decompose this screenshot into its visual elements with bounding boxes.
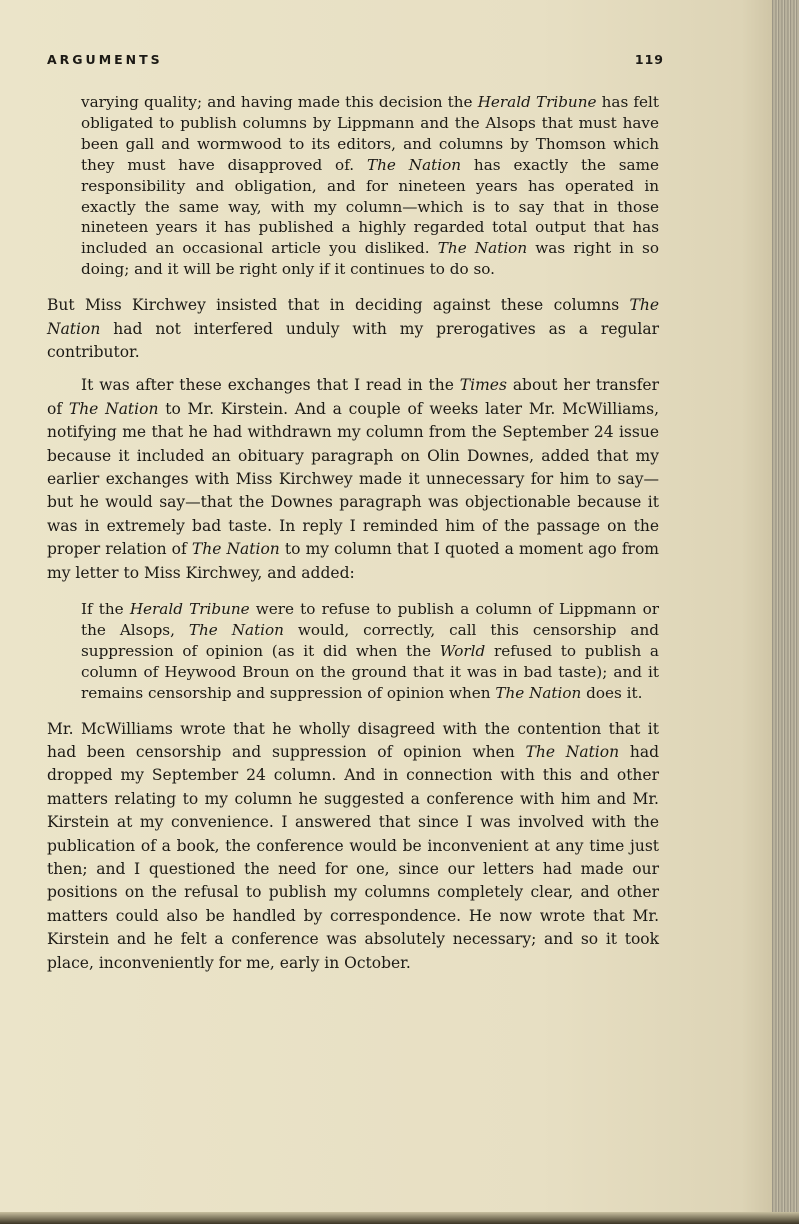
book-page-edges [772, 0, 799, 1224]
paragraph-1: But Miss Kirchwey insisted that in deciding against these columns The Nation had not interfered unduly with my prerogatives as a regular contributor. [47, 296, 659, 361]
paragraph-3: Mr. McWilliams wrote that he wholly disagreed with the contention that it had been censorship and suppression of opinion when The Nation had dropped my September 24 column. And in connection with this and other matters relating to my column he suggested a conference with him and Mr. Kirstein at my convenience. I answered that since I was involved with the publication of a book, the conference would be inconvenient at any time just then; and I questioned the need for one, since our letters had made our positions on the refusal to publish my columns completely clear, and other matters could also be handled by correspondence. He now wrote that Mr. Kirstein and he felt a conference was absolutely necessary; and so it took place, inconveniently for me, early in October. [47, 719, 660, 972]
block-quote-2: If the Herald Tribune were to refuse to publish a column of Lippmann or the Alsops, The Nation would, correctly, call this censorship and suppression of opinion (as it did when the World refused to publish a column of Heywood Broun on the ground that it was in bad taste); and it remains censorship and suppression of opinion when The Nation does it. [81, 600, 659, 702]
running-title: ARGUMENTS [47, 52, 163, 67]
page-number: 119 [634, 52, 664, 67]
block-quote-1: varying quality; and having made this decision the Herald Tribune has felt obligated to publish columns by Lippmann and the Alsops that must have been gall and wormwood to its editors, and columns by Thomson which they must have disapproved of. The Nation has exactly the same responsibility and obligation, and for nineteen years has operated in exactly the same way, with my column—which is to say that in those nineteen years it has published a highly regarded total output that has included an occasional article you disliked. The Nation was right in so doing; and it will be right only if it continues to do so. [81, 93, 660, 279]
page-body [47, 92, 659, 975]
book-bottom-edge [0, 1212, 799, 1224]
paragraph-2: It was after these exchanges that I read in the Times about her transfer of The Nation to Mr. Kirstein. And a couple of weeks later Mr. McWilliams, notifying me that he had withdrawn my column from the September 24 issue because it included an obituary paragraph on Olin Downes, added that my earlier exchanges with Miss Kirchwey made it unnecessary for him to say—but he would say—that the Downes paragraph was objectionable because it was in extremely bad taste. In reply I reminded him of the passage on the proper relation of The Nation to my column that I quoted a moment ago from my letter to Miss Kirchwey, and added: [47, 376, 660, 582]
running-header [47, 52, 664, 72]
